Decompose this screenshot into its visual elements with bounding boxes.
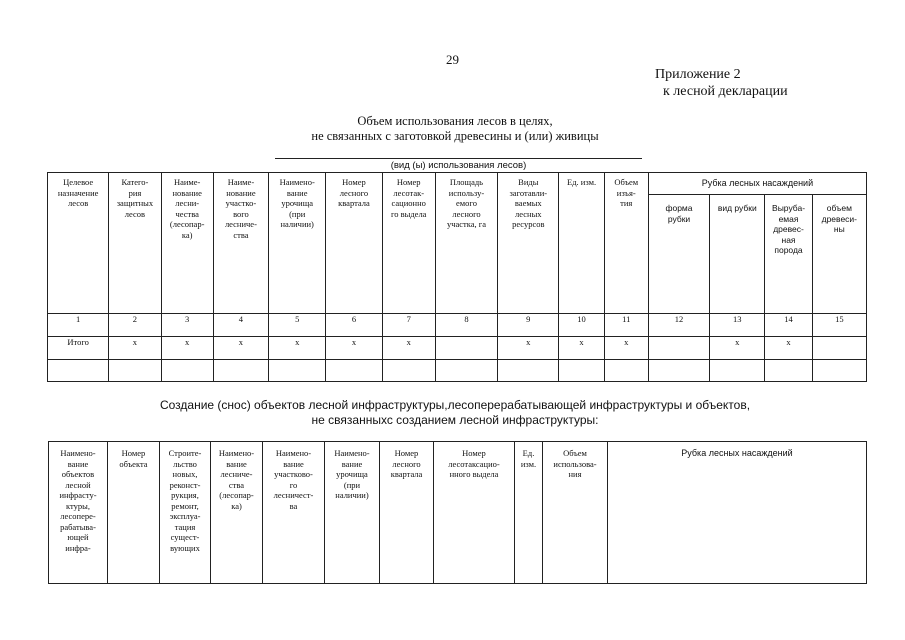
fill-in-line [275,158,642,159]
header-quarter: Номер лесного квартала [326,173,382,314]
empty-cell [109,360,161,382]
empty-cell [213,360,268,382]
col-number: 12 [648,314,709,337]
header-tract: Наимено- вание урочища (при наличии) [325,442,380,584]
header-forestry: Наимено- вание лесниче- ства (лесопар- ка) [211,442,263,584]
empty-cell [326,360,382,382]
section2-title [140,398,770,428]
empty-cell [812,360,866,382]
col-number: 10 [559,314,604,337]
total-cell: x [213,337,268,360]
header-district-forestry: Наиме- нование участко- вого лесниче- ства [213,173,268,314]
header-tract: Наимено- вание урочища (при наличии) [269,173,326,314]
header-object-number: Номер объекта [108,442,160,584]
section1-title-line-1: Объем использования лесов в целях, [357,114,553,128]
fill-in-caption: (вид (ы) использования лесов) [390,160,527,171]
header-quarter: Номер лесного квартала [380,442,434,584]
annex-line-2: к лесной декларации [663,84,788,99]
col-number: 1 [48,314,109,337]
col-number: 15 [812,314,866,337]
header-category: Катего- рия защитных лесов [109,173,161,314]
forest-use-table [47,172,867,382]
total-cell [648,337,709,360]
empty-cell [269,360,326,382]
col-number: 5 [269,314,326,337]
total-cell: x [559,337,604,360]
header-usage-volume: Объем использова- ния [543,442,608,584]
col-number: 11 [604,314,648,337]
header-unit: Ед. изм. [559,173,604,314]
header-purpose: Целевое назначение лесов [48,173,109,314]
header-unit: Ед. изм. [515,442,543,584]
subheader-wood-volume: объем древеси- ны [812,195,866,314]
total-cell: x [269,337,326,360]
total-cell [812,337,866,360]
section2-title-line-1: Создание (снос) объектов лесной инфраструктуры,лесоперерабатывающей инфраструктуры и объектов, [159,398,751,412]
section2-title-line-2: не связанныхс созданием лесной инфраструктуры: [311,413,599,427]
total-cell [435,337,497,360]
header-area: Площадь использу- емого лесного участка, га [435,173,497,314]
total-cell: x [765,337,812,360]
total-cell: x [498,337,559,360]
col-number: 14 [765,314,812,337]
annex-heading [655,66,788,100]
header-construction: Строите- льство новых, реконст- рукция, ремонт, эксплуа- тация сущест- вующих [160,442,211,584]
col-number: 3 [161,314,213,337]
col-number: 13 [710,314,765,337]
empty-cell [559,360,604,382]
total-label: Итого [48,337,109,360]
total-cell: x [326,337,382,360]
header-object-name: Наимено- вание объектов лесной инфрасту- ктуры, лесопере- рабатыва- ющей инфра- [49,442,108,584]
header-volume: Объем изъя- тия [604,173,648,314]
empty-row [48,360,867,382]
col-number: 4 [213,314,268,337]
header-felling-group: Рубка лесных насаждений [648,173,866,195]
empty-cell [48,360,109,382]
total-cell: x [710,337,765,360]
col-number: 7 [382,314,435,337]
header-district-forestry: Наимено- вание участково- го лесничест- ва [263,442,325,584]
empty-cell [161,360,213,382]
total-row [48,337,867,360]
col-number: 2 [109,314,161,337]
empty-cell [382,360,435,382]
total-cell: x [382,337,435,360]
column-numbers-row [48,314,867,337]
total-cell: x [604,337,648,360]
subheader-felling-form: форма рубки [648,195,709,314]
total-cell: x [109,337,161,360]
subheader-tree-species: Выруба- емая древес- ная порода [765,195,812,314]
section1-title [240,114,670,144]
empty-cell [648,360,709,382]
empty-cell [604,360,648,382]
empty-cell [710,360,765,382]
subheader-felling-type: вид рубки [710,195,765,314]
col-number: 8 [435,314,497,337]
header-resources: Виды заготавли- ваемых лесных ресурсов [498,173,559,314]
infrastructure-table [48,441,867,584]
annex-line-1: Приложение 2 [655,67,741,82]
total-cell: x [161,337,213,360]
page-number: 29 [446,52,459,67]
header-allotment: Номер лесотак- сационно го выдела [382,173,435,314]
empty-cell [765,360,812,382]
col-number: 6 [326,314,382,337]
section1-title-line-2: не связанных с заготовкой древесины и (или) живицы [311,129,599,143]
header-forestry: Наиме- нование лесни- чества (лесопар- ка) [161,173,213,314]
empty-cell [498,360,559,382]
col-number: 9 [498,314,559,337]
header-allotment: Номер лесотаксацио- нного выдела [434,442,515,584]
empty-cell [435,360,497,382]
header-felling-group: Рубка лесных насаждений [608,442,867,584]
